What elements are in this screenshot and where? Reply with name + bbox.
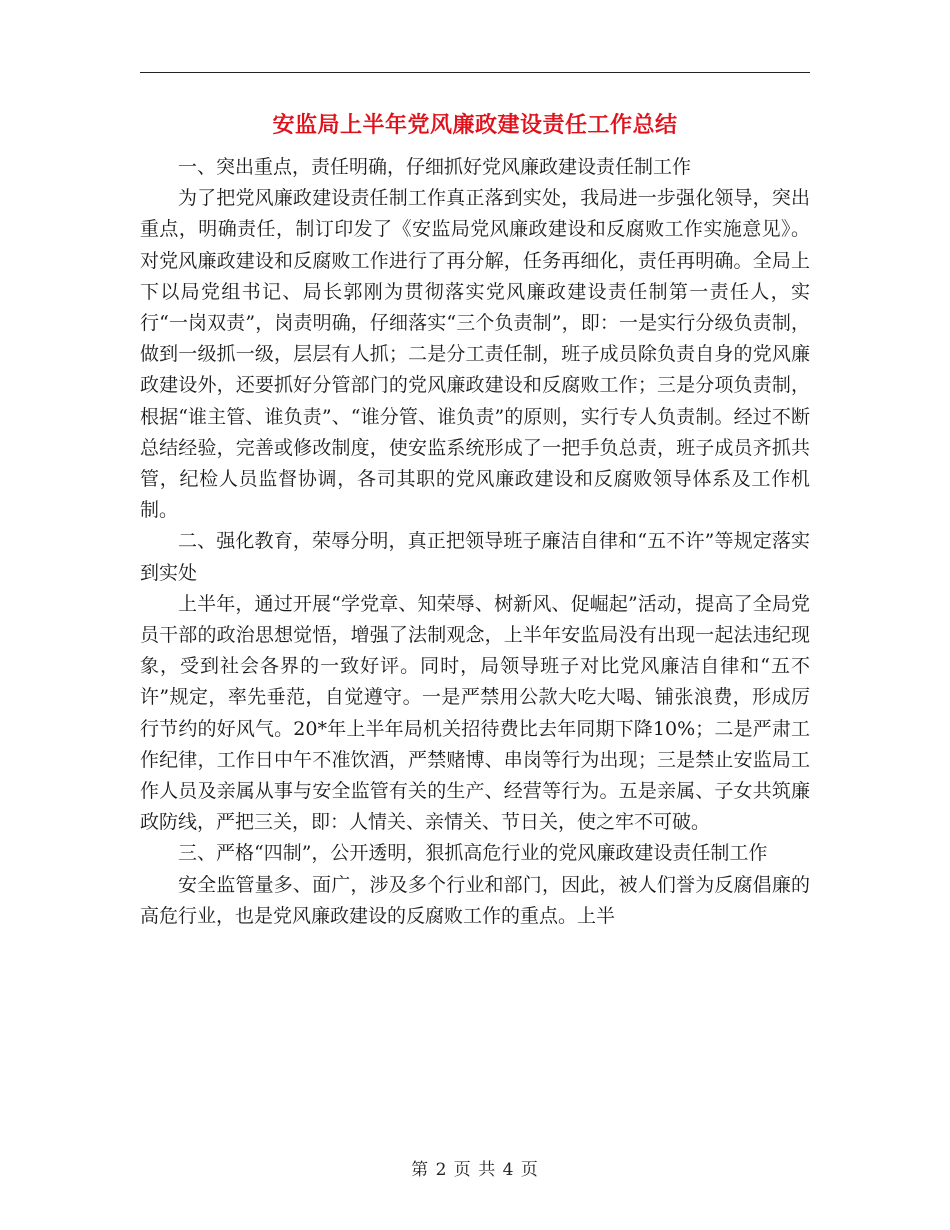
document-body: [140, 152, 810, 932]
header-rule: [140, 72, 810, 73]
document-title: 安监局上半年党风廉政建设责任工作总结: [272, 112, 678, 138]
page-number-footer: 第 2 页 共 4 页: [411, 1160, 539, 1180]
section-heading-3: 三、严格“四制”，公开透明，狠抓高危行业的党风廉政建设责任制工作: [178, 842, 768, 865]
body-paragraph-3: 安全监管量多、面广，涉及多个行业和部门，因此，被人们誉为反腐倡廉的高危行业，也是党风廉政建设的反腐败工作的重点。上半: [140, 873, 810, 927]
body-paragraph-1: 为了把党风廉政建设责任制工作真正落到实处，我局进一步强化领导，突出重点，明确责任，制订印发了《安监局党风廉政建设和反腐败工作实施意见》。对党风廉政建设和反腐败工作进行了再分解，任务再细化，责任再明确。全局上下以局党组书记、局长郭刚为贯彻落实党风廉政建设责任制第一责任人，实行“一岗双责”，岗责明确，仔细落实“三个负责制”，即：一是实行分级负责制，做到一级抓一级，层层有人抓；二是分工责任制，班子成员除负责自身的党风廉政建设外，还要抓好分管部门的党风廉政建设和反腐败工作；三是分项负责制，根据“谁主管、谁负责”、“谁分管、谁负责”的原则，实行专人负责制。经过不断总结经验，完善或修改制度，使安监系统形成了一把手负总责，班子成员齐抓共管，纪检人员监督协调，各司其职的党风廉政建设和反腐败领导体系及工作机制。: [140, 187, 810, 522]
body-paragraph-2: 上半年，通过开展“学党章、知荣辱、树新风、促崛起”活动，提高了全局党员干部的政治思想觉悟，增强了法制观念，上半年安监局没有出现一起法违纪现象，受到社会各界的一致好评。同时，局领导班子对比党风廉洁自律和“五不许”规定，率先垂范，自觉遵守。一是严禁用公款大吃大喝、铺张浪费，形成厉行节约的好风气。20*年上半年局机关招待费比去年同期下降10%；二是严肃工作纪律，工作日中午不准饮酒，严禁赌博、串岗等行为出现；三是禁止安监局工作人员及亲属从事与安全监管有关的生产、经营等行为。五是亲属、子女共筑廉政防线，严把三关，即：人情关、亲情关、节日关，使之牢不可破。: [140, 592, 810, 834]
section-heading-2: 二、强化教育，荣辱分明，真正把领导班子廉洁自律和“五不许”等规定落实到实处: [140, 530, 810, 584]
section-heading-1: 一、突出重点，责任明确，仔细抓好党风廉政建设责任制工作: [178, 156, 692, 178]
